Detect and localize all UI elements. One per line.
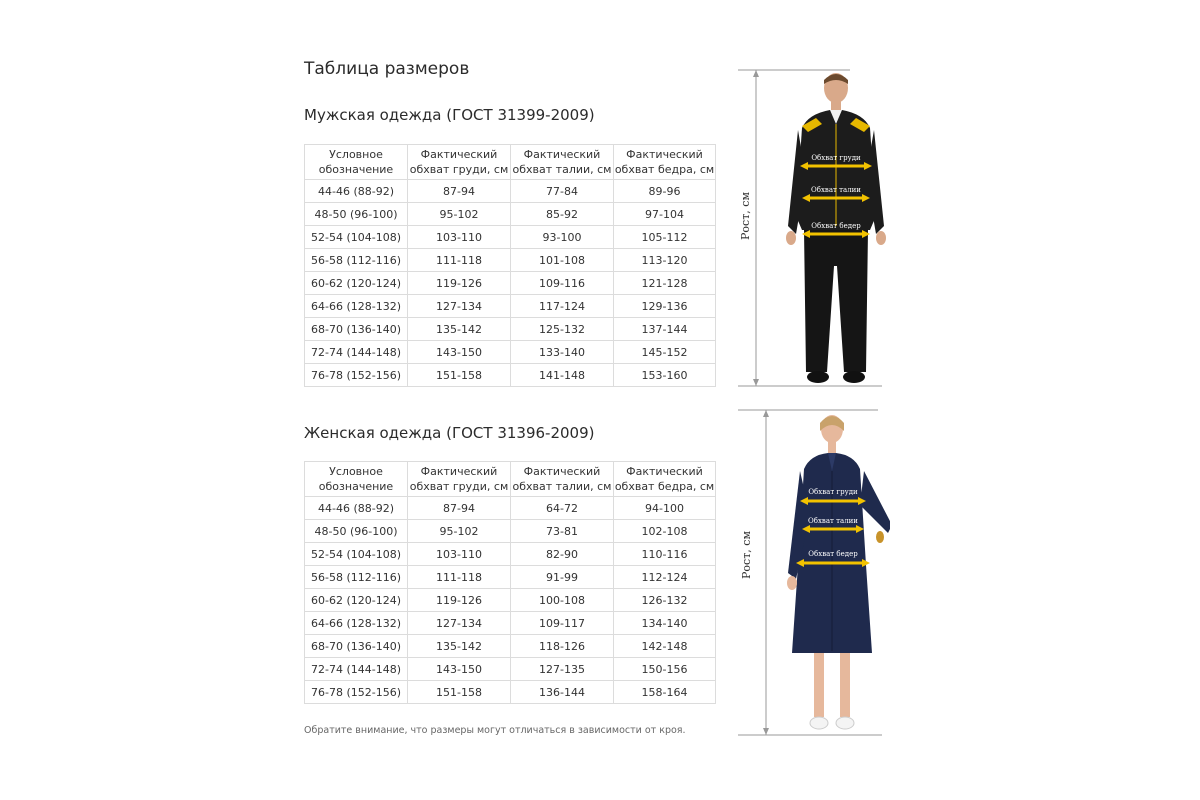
cell-designation: 76-78 (152-156) xyxy=(305,681,408,704)
cell-designation: 52-54 (104-108) xyxy=(305,543,408,566)
cell-waist: 118-126 xyxy=(511,635,614,658)
table-row xyxy=(305,318,716,341)
cell-hip: 134-140 xyxy=(614,612,716,635)
cell-hip: 158-164 xyxy=(614,681,716,704)
male-trousers xyxy=(804,230,868,372)
cell-chest: 143-150 xyxy=(408,341,511,364)
cell-hip: 105-112 xyxy=(614,226,716,249)
women-size-table xyxy=(304,461,716,704)
table-row xyxy=(305,180,716,203)
cell-hip: 113-120 xyxy=(614,249,716,272)
table-row xyxy=(305,658,716,681)
page-title: Таблица размеров xyxy=(304,59,470,79)
cell-hip: 126-132 xyxy=(614,589,716,612)
female-hip-label: Обхват бедер xyxy=(808,550,858,558)
cell-chest: 143-150 xyxy=(408,658,511,681)
table-row xyxy=(305,635,716,658)
cell-hip: 110-116 xyxy=(614,543,716,566)
cell-waist: 64-72 xyxy=(511,497,614,520)
female-figure xyxy=(730,405,890,740)
table-header-row xyxy=(305,462,716,497)
header-waist: Фактический обхват талии, см xyxy=(511,462,614,497)
cell-chest: 111-118 xyxy=(408,249,511,272)
cell-waist: 109-116 xyxy=(511,272,614,295)
table-row xyxy=(305,295,716,318)
cell-designation: 72-74 (144-148) xyxy=(305,658,408,681)
cell-waist: 127-135 xyxy=(511,658,614,681)
men-section-heading: Мужская одежда (ГОСТ 31399-2009) xyxy=(304,106,595,124)
cell-waist: 109-117 xyxy=(511,612,614,635)
cell-chest: 95-102 xyxy=(408,203,511,226)
cell-waist: 93-100 xyxy=(511,226,614,249)
cell-chest: 127-134 xyxy=(408,612,511,635)
cell-chest: 103-110 xyxy=(408,543,511,566)
table-row xyxy=(305,543,716,566)
cell-hip: 89-96 xyxy=(614,180,716,203)
cell-waist: 77-84 xyxy=(511,180,614,203)
cell-designation: 72-74 (144-148) xyxy=(305,341,408,364)
men-table-body xyxy=(305,180,716,387)
cell-hip: 97-104 xyxy=(614,203,716,226)
cell-chest: 87-94 xyxy=(408,497,511,520)
male-waist-label: Обхват талии xyxy=(811,186,861,194)
cell-designation: 64-66 (128-132) xyxy=(305,295,408,318)
cell-designation: 44-46 (88-92) xyxy=(305,497,408,520)
table-row xyxy=(305,249,716,272)
table-row xyxy=(305,566,716,589)
cell-chest: 151-158 xyxy=(408,364,511,387)
cell-waist: 101-108 xyxy=(511,249,614,272)
cell-hip: 145-152 xyxy=(614,341,716,364)
male-height-label: Рост, см xyxy=(739,192,752,240)
cell-hip: 142-148 xyxy=(614,635,716,658)
cell-waist: 125-132 xyxy=(511,318,614,341)
cell-designation: 60-62 (120-124) xyxy=(305,589,408,612)
table-row xyxy=(305,364,716,387)
male-hip-label: Обхват бедер xyxy=(811,222,861,230)
cell-waist: 73-81 xyxy=(511,520,614,543)
cell-hip: 137-144 xyxy=(614,318,716,341)
cell-chest: 135-142 xyxy=(408,318,511,341)
table-row xyxy=(305,612,716,635)
cell-hip: 153-160 xyxy=(614,364,716,387)
header-chest: Фактический обхват груди, см xyxy=(408,145,511,180)
cell-chest: 111-118 xyxy=(408,566,511,589)
cell-designation: 52-54 (104-108) xyxy=(305,226,408,249)
cell-waist: 91-99 xyxy=(511,566,614,589)
header-waist: Фактический обхват талии, см xyxy=(511,145,614,180)
cell-waist: 100-108 xyxy=(511,589,614,612)
cell-chest: 95-102 xyxy=(408,520,511,543)
header-designation: Условное обозначение xyxy=(305,462,408,497)
men-size-table xyxy=(304,144,716,387)
cell-hip: 112-124 xyxy=(614,566,716,589)
cell-designation: 44-46 (88-92) xyxy=(305,180,408,203)
cell-hip: 129-136 xyxy=(614,295,716,318)
cell-designation: 68-70 (136-140) xyxy=(305,318,408,341)
cell-designation: 68-70 (136-140) xyxy=(305,635,408,658)
cell-chest: 127-134 xyxy=(408,295,511,318)
cell-designation: 60-62 (120-124) xyxy=(305,272,408,295)
cell-waist: 85-92 xyxy=(511,203,614,226)
disclaimer-note: Обратите внимание, что размеры могут отличаться в зависимости от кроя. xyxy=(304,725,686,736)
female-chest-label: Обхват груди xyxy=(808,488,858,496)
cell-chest: 151-158 xyxy=(408,681,511,704)
header-chest: Фактический обхват груди, см xyxy=(408,462,511,497)
header-hip: Фактический обхват бедра, см xyxy=(614,145,716,180)
cell-waist: 141-148 xyxy=(511,364,614,387)
table-header-row xyxy=(305,145,716,180)
cell-designation: 76-78 (152-156) xyxy=(305,364,408,387)
header-hip: Фактический обхват бедра, см xyxy=(614,462,716,497)
cell-waist: 82-90 xyxy=(511,543,614,566)
cell-designation: 48-50 (96-100) xyxy=(305,203,408,226)
cell-chest: 119-126 xyxy=(408,589,511,612)
cell-chest: 119-126 xyxy=(408,272,511,295)
male-figure xyxy=(730,66,890,392)
cell-waist: 136-144 xyxy=(511,681,614,704)
cell-designation: 56-58 (112-116) xyxy=(305,566,408,589)
female-waist-label: Обхват талии xyxy=(808,517,858,525)
table-row xyxy=(305,497,716,520)
cell-designation: 64-66 (128-132) xyxy=(305,612,408,635)
cell-waist: 133-140 xyxy=(511,341,614,364)
cell-waist: 117-124 xyxy=(511,295,614,318)
table-row xyxy=(305,589,716,612)
cell-chest: 87-94 xyxy=(408,180,511,203)
cell-chest: 103-110 xyxy=(408,226,511,249)
table-row xyxy=(305,203,716,226)
female-height-label: Рост, см xyxy=(740,531,753,579)
cell-hip: 150-156 xyxy=(614,658,716,681)
male-chest-label: Обхват груди xyxy=(811,154,861,162)
table-row xyxy=(305,226,716,249)
cell-chest: 135-142 xyxy=(408,635,511,658)
header-designation: Условное обозначение xyxy=(305,145,408,180)
women-table-body xyxy=(305,497,716,704)
table-row xyxy=(305,681,716,704)
women-section-heading: Женская одежда (ГОСТ 31396-2009) xyxy=(304,424,595,442)
cell-hip: 102-108 xyxy=(614,520,716,543)
cell-designation: 48-50 (96-100) xyxy=(305,520,408,543)
cell-hip: 94-100 xyxy=(614,497,716,520)
table-row xyxy=(305,272,716,295)
table-row xyxy=(305,341,716,364)
cell-hip: 121-128 xyxy=(614,272,716,295)
table-row xyxy=(305,520,716,543)
cell-designation: 56-58 (112-116) xyxy=(305,249,408,272)
